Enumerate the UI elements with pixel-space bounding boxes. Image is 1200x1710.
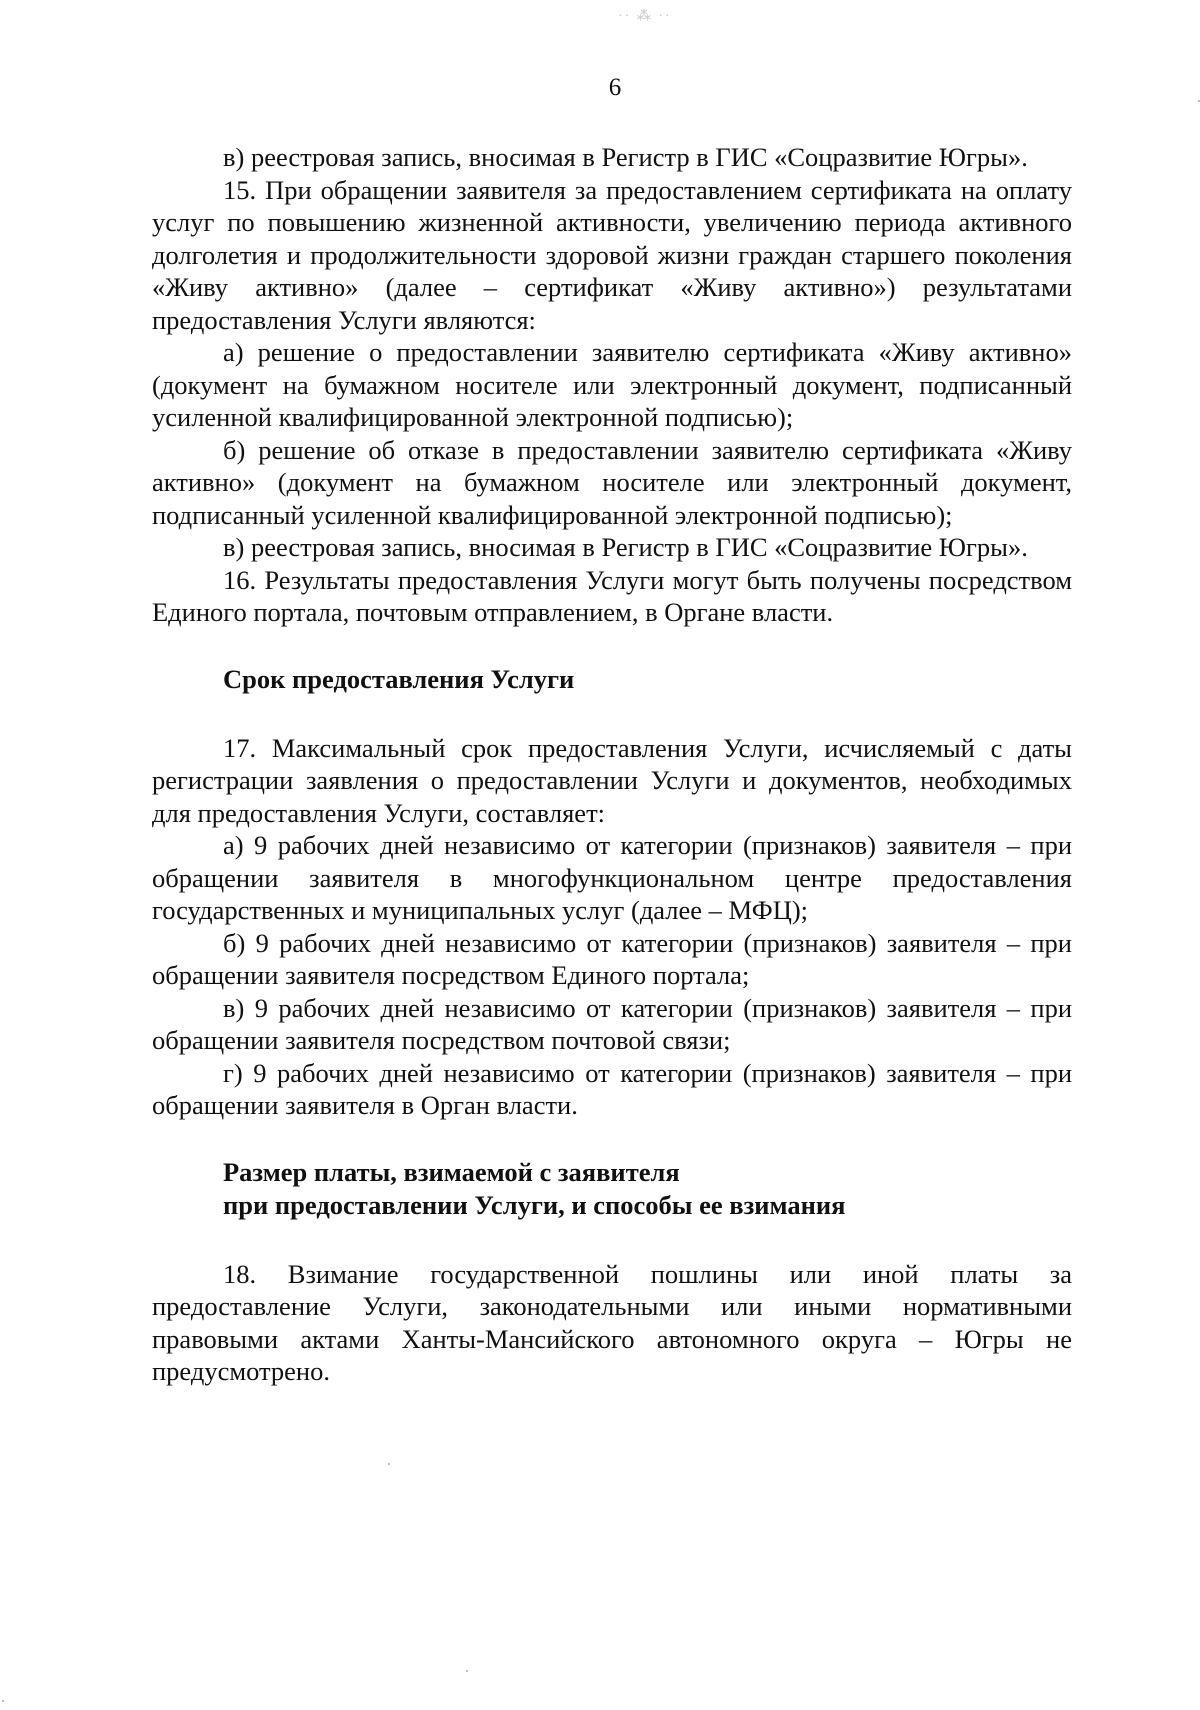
paragraph: в) реестровая запись, вносимая в Регистр в ГИС «Соцразвитие Югры». (223, 532, 1028, 562)
section-heading-line: Срок предоставления Услуги (223, 663, 575, 694)
spacer (152, 696, 1072, 732)
paragraph: а) 9 рабочих дней независимо от категории (признаков) заявителя – при обращении заявителя в многофункциональном центре предоставления государственных и муниципальных услуг (далее – МФЦ); (152, 830, 1072, 925)
page-number: 6 (608, 74, 622, 101)
paragraph: б) решение об отказе в предоставлении заявителю сертификата «Живу активно» (документ на бумажном носителе или электронный документ, подписанный усиленной квалифицированной электронной подписью); (152, 434, 1072, 530)
section-heading (152, 663, 1072, 696)
section-heading (152, 1156, 1072, 1222)
scan-speck (2, 1700, 4, 1702)
document-body (152, 141, 1072, 1388)
paragraph: а) решение о предоставлении заявителю сертификата «Живу активно» (документ на бумажном носителе или электронный документ, подписанный усиленной квалифицированной электронной подписью); (152, 337, 1072, 432)
paragraph: г) 9 рабочих дней независимо от категории (признаков) заявителя – при обращении заявителя в Орган власти. (152, 1057, 1072, 1120)
paragraph: б) 9 рабочих дней независимо от категории (признаков) заявителя – при обращении заявителя посредством Единого портала; (152, 927, 1072, 990)
paragraph: 15. При обращении заявителя за предоставлением сертификата на оплату услуг по повышению жизненной активности, увеличению периода активного долголетия и продолжительности здоровой жизни граждан старшего поколения «Живу активно» (далее – сертификат «Живу активно») результатами предоставления Услуги являются: (152, 174, 1072, 335)
paragraph: 18. Взимание государственной пошлины или иной платы за предоставление Услуги, законодательными или иными нормативными правовыми актами Ханты-Мансийского автономного округа – Югры не предусмотрено. (152, 1258, 1072, 1386)
paragraph: в) реестровая запись, вносимая в Регистр в ГИС «Соцразвитие Югры». (223, 142, 1028, 172)
scan-speck (388, 1463, 390, 1465)
spacer (152, 1222, 1072, 1258)
paragraph: 16. Результаты предоставления Услуги могут быть получены посредством Единого портала, почтовым отправлением, в Органе власти. (152, 564, 1072, 627)
section-heading-line: при предоставлении Услуги, и способы ее взимания (223, 1189, 846, 1220)
section-heading-line: Размер платы, взимаемой с заявителя (223, 1156, 680, 1187)
paragraph: в) 9 рабочих дней независимо от категории (признаков) заявителя – при обращении заявителя посредством почтовой связи; (152, 992, 1072, 1055)
spacer (152, 629, 1072, 663)
paragraph: 17. Максимальный срок предоставления Услуги, исчисляемый с даты регистрации заявления о предоставлении Услуги и документов, необходимых для предоставления Услуги, составляет: (152, 732, 1072, 828)
scan-speck (466, 1670, 468, 1672)
spacer (152, 1122, 1072, 1156)
faint-stamp-icon: ·· ⁂ ·· (618, 9, 672, 24)
